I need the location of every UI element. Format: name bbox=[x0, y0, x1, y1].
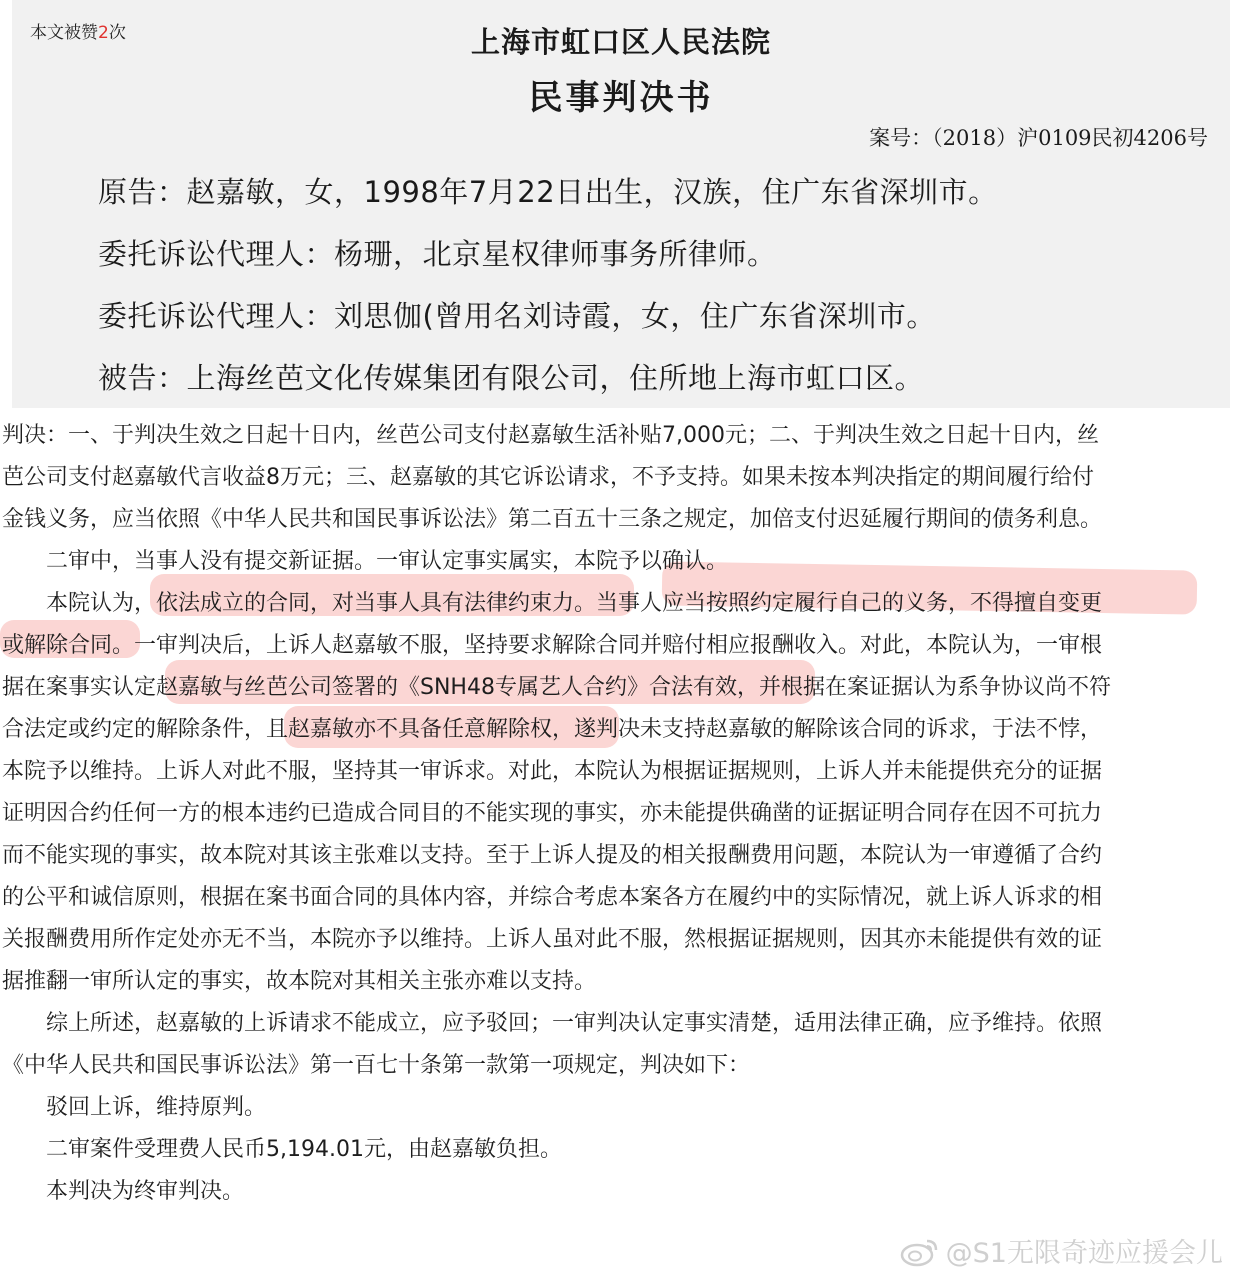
judgment-line: 据推翻一审所认定的事实，故本院对其相关主张亦难以支持。 bbox=[2, 969, 597, 994]
judgment-line: 本判决为终审判决。 bbox=[2, 1179, 245, 1204]
party-agent-1: 委托诉讼代理人：杨珊，北京星权律师事务所律师。 bbox=[98, 237, 777, 271]
likes-prefix: 本文被赞 bbox=[30, 23, 98, 43]
judgment-body bbox=[0, 408, 1241, 1288]
party-agent-2: 委托诉讼代理人：刘思伽(曾用名刘诗霞，女，住广东省深圳市。 bbox=[98, 299, 936, 333]
party-plaintiff: 原告：赵嘉敏，女，1998年7月22日出生，汉族，住广东省深圳市。 bbox=[98, 175, 998, 209]
judgment-line: 本院认为，依法成立的合同，对当事人具有法律约束力。当事人应当按照约定履行自己的义务，不得擅自变更 bbox=[2, 591, 1103, 616]
likes-suffix: 次 bbox=[108, 23, 126, 43]
judgment-header-section bbox=[12, 0, 1230, 408]
party-defendant: 被告：上海丝芭文化传媒集团有限公司，住所地上海市虹口区。 bbox=[98, 361, 925, 395]
judgment-line: 驳回上诉，维持原判。 bbox=[2, 1095, 267, 1120]
document-type: 民事判决书 bbox=[528, 78, 714, 118]
judgment-line: 综上所述，赵嘉敏的上诉请求不能成立，应予驳回；一审判决认定事实清楚，适用法律正确，应予维持。依照 bbox=[2, 1011, 1103, 1036]
judgment-line: 证明因合约任何一方的根本违约已造成合同目的不能实现的事实，亦未能提供确凿的证据证明合同存在因不可抗力 bbox=[2, 801, 1103, 826]
judgment-line: 本院予以维持。上诉人对此不服，坚持其一审诉求。对此，本院认为根据证据规则，上诉人并未能提供充分的证据 bbox=[2, 759, 1103, 784]
judgment-line: 芭公司支付赵嘉敏代言收益8万元；三、赵嘉敏的其它诉讼请求，不予支持。如果未按本判决指定的期间履行给付 bbox=[2, 465, 1095, 490]
weibo-icon bbox=[900, 1235, 940, 1274]
judgment-line: 二审案件受理费人民币5,194.01元，由赵嘉敏负担。 bbox=[2, 1137, 562, 1162]
judgment-line: 的公平和诚信原则，根据在案书面合同的具体内容，并综合考虑本案各方在履约中的实际情况，就上诉人诉求的相 bbox=[2, 885, 1103, 910]
judgment-line: 合法定或约定的解除条件，且赵嘉敏亦不具备任意解除权，遂判决未支持赵嘉敏的解除该合同的诉求，于法不悖， bbox=[2, 717, 1103, 742]
judgment-line: 金钱义务，应当依照《中华人民共和国民事诉讼法》第二百五十三条之规定，加倍支付迟延履行期间的债务利息。 bbox=[2, 507, 1103, 532]
judgment-line: 《中华人民共和国民事诉讼法》第一百七十条第一款第一项规定，判决如下： bbox=[2, 1053, 751, 1078]
weibo-watermark bbox=[900, 1231, 1223, 1274]
judgment-line: 关报酬费用所作定处亦无不当，本院亦予以维持。上诉人虽对此不服，然根据证据规则，因其亦未能提供有效的证 bbox=[2, 927, 1103, 952]
judgment-line: 而不能实现的事实，故本院对其该主张难以支持。至于上诉人提及的相关报酬费用问题，本院认为一审遵循了合约 bbox=[2, 843, 1103, 868]
watermark-text: @S1无限奇迹应援会儿 bbox=[945, 1238, 1223, 1269]
likes-count: 2 bbox=[98, 23, 109, 43]
judgment-line: 或解除合同。一审判决后，上诉人赵嘉敏不服，坚持要求解除合同并赔付相应报酬收入。对此，本院认为，一审根 bbox=[2, 633, 1103, 658]
court-name: 上海市虹口区人民法院 bbox=[470, 25, 771, 59]
case-number: 案号：（2018）沪0109民初4206号 bbox=[869, 126, 1208, 150]
judgment-line: 据在案事实认定赵嘉敏与丝芭公司签署的《SNH48专属艺人合约》合法有效，并根据在案证据认为系争协议尚不符 bbox=[2, 675, 1111, 700]
judgment-line: 二审中，当事人没有提交新证据。一审认定事实属实，本院予以确认。 bbox=[2, 549, 729, 574]
judgment-line: 判决：一、于判决生效之日起十日内，丝芭公司支付赵嘉敏生活补贴7,000元；二、于判决生效之日起十日内，丝 bbox=[2, 423, 1099, 448]
